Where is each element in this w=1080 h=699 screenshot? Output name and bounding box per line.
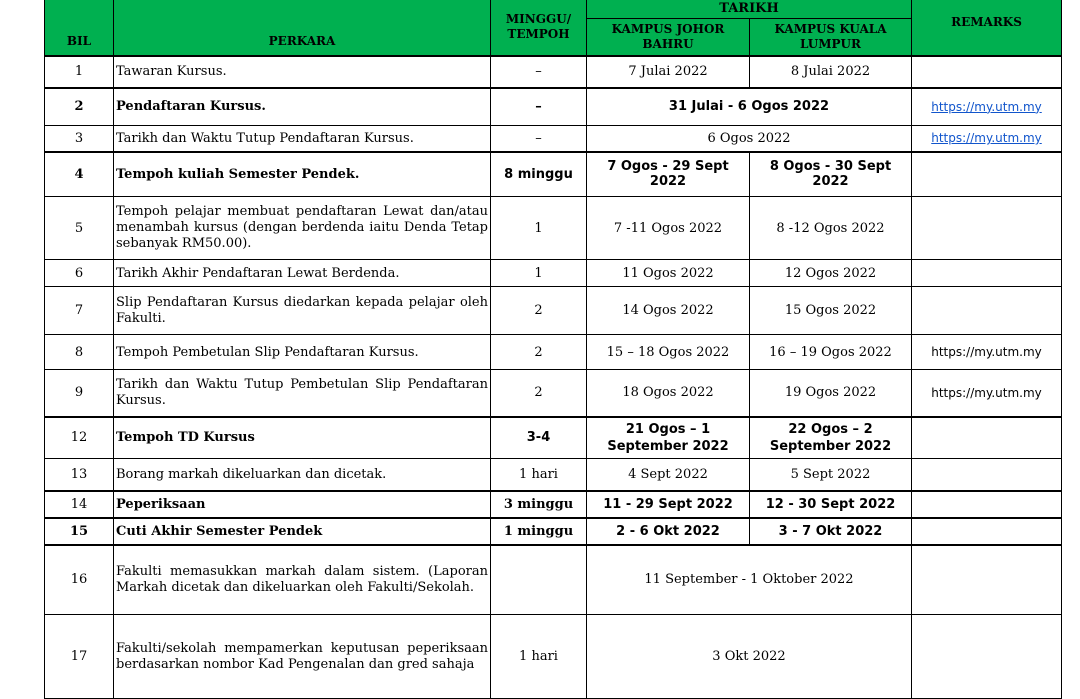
row-remarks <box>912 545 1062 615</box>
header-bil: BIL <box>45 0 114 56</box>
row-kampus-jb: 4 Sept 2022 <box>587 459 750 491</box>
row-kampus-jb: 21 Ogos – 1 September 2022 <box>587 417 750 459</box>
header-minggu: MINGGU/ TEMPOH <box>491 0 587 56</box>
row-bil: 1 <box>45 56 114 88</box>
row-remarks <box>912 152 1062 197</box>
remarks-link[interactable]: https://my.utm.my <box>912 126 1062 152</box>
row-minggu: 1 hari <box>491 459 587 491</box>
row-bil: 15 <box>45 518 114 545</box>
row-remarks: https://my.utm.my <box>912 370 1062 417</box>
row-remarks <box>912 459 1062 491</box>
row-perkara: Tempoh pelajar membuat pendaftaran Lewat dan/atau menambah kursus (dengan berdenda iaitu Denda Tetap sebanyak RM50.00). <box>114 197 491 260</box>
row-perkara: Slip Pendaftaran Kursus diedarkan kepada pelajar oleh Fakulti. <box>114 287 491 335</box>
row-kampus-kl: 3 - 7 Okt 2022 <box>750 518 912 545</box>
row-kampus-kl: 8 Ogos - 30 Sept 2022 <box>750 152 912 197</box>
table-row <box>45 126 1062 152</box>
row-bil: 6 <box>45 260 114 287</box>
row-minggu: – <box>491 88 587 126</box>
row-kampus-kl: 8 Julai 2022 <box>750 56 912 88</box>
row-bil: 16 <box>45 545 114 615</box>
table-row <box>45 335 1062 370</box>
header-tarikh: TARIKH <box>587 0 912 19</box>
header-kampus-kl: KAMPUS KUALA LUMPUR <box>750 19 912 56</box>
row-bil: 17 <box>45 615 114 699</box>
row-perkara: Fakulti/sekolah mempamerkan keputusan peperiksaan berdasarkan nombor Kad Pengenalan dan gred sahaja <box>114 615 491 699</box>
row-perkara: Tempoh kuliah Semester Pendek. <box>114 152 491 197</box>
row-bil: 14 <box>45 491 114 518</box>
row-perkara: Tarikh dan Waktu Tutup Pembetulan Slip Pendaftaran Kursus. <box>114 370 491 417</box>
row-remarks: https://my.utm.my <box>912 335 1062 370</box>
row-kampus-kl: 22 Ogos – 2 September 2022 <box>750 417 912 459</box>
row-bil: 13 <box>45 459 114 491</box>
header-perkara: PERKARA <box>114 0 491 56</box>
row-kampus-jb: 14 Ogos 2022 <box>587 287 750 335</box>
row-kampus-kl: 16 – 19 Ogos 2022 <box>750 335 912 370</box>
row-perkara: Borang markah dikeluarkan dan dicetak. <box>114 459 491 491</box>
row-minggu: 1 hari <box>491 615 587 699</box>
table-row <box>45 56 1062 88</box>
row-minggu: 1 <box>491 197 587 260</box>
row-bil: 5 <box>45 197 114 260</box>
row-kampus-kl: 19 Ogos 2022 <box>750 370 912 417</box>
semester-calendar-table <box>44 0 1062 699</box>
table-row <box>45 197 1062 260</box>
table-row <box>45 518 1062 545</box>
table-row <box>45 545 1062 615</box>
row-remarks <box>912 56 1062 88</box>
remarks-link[interactable]: https://my.utm.my <box>912 88 1062 126</box>
row-kampus-kl: 5 Sept 2022 <box>750 459 912 491</box>
row-kampus-jb: 11 - 29 Sept 2022 <box>587 491 750 518</box>
table-row <box>45 417 1062 459</box>
table-row <box>45 615 1062 699</box>
row-tarikh: 11 September - 1 Oktober 2022 <box>587 545 912 615</box>
row-remarks <box>912 417 1062 459</box>
row-perkara: Fakulti memasukkan markah dalam sistem. (Laporan Markah dicetak dan dikeluarkan oleh Fakulti/Sekolah. <box>114 545 491 615</box>
row-tarikh: 31 Julai - 6 Ogos 2022 <box>587 88 912 126</box>
row-minggu <box>491 545 587 615</box>
row-bil: 9 <box>45 370 114 417</box>
row-bil: 8 <box>45 335 114 370</box>
table-row <box>45 459 1062 491</box>
row-bil: 7 <box>45 287 114 335</box>
row-kampus-jb: 7 Ogos - 29 Sept 2022 <box>587 152 750 197</box>
table-row <box>45 88 1062 126</box>
table-row <box>45 370 1062 417</box>
row-kampus-jb: 18 Ogos 2022 <box>587 370 750 417</box>
row-minggu: 3-4 <box>491 417 587 459</box>
row-remarks <box>912 615 1062 699</box>
table-row <box>45 152 1062 197</box>
row-perkara: Tempoh TD Kursus <box>114 417 491 459</box>
row-minggu: – <box>491 56 587 88</box>
row-bil: 12 <box>45 417 114 459</box>
row-remarks <box>912 197 1062 260</box>
row-kampus-jb: 7 Julai 2022 <box>587 56 750 88</box>
row-kampus-jb: 15 – 18 Ogos 2022 <box>587 335 750 370</box>
row-minggu: 3 minggu <box>491 491 587 518</box>
row-minggu: 1 <box>491 260 587 287</box>
row-remarks <box>912 260 1062 287</box>
row-bil: 3 <box>45 126 114 152</box>
row-minggu: 2 <box>491 287 587 335</box>
row-perkara: Cuti Akhir Semester Pendek <box>114 518 491 545</box>
row-kampus-kl: 12 - 30 Sept 2022 <box>750 491 912 518</box>
row-perkara: Pendaftaran Kursus. <box>114 88 491 126</box>
row-bil: 2 <box>45 88 114 126</box>
row-kampus-jb: 7 -11 Ogos 2022 <box>587 197 750 260</box>
row-bil: 4 <box>45 152 114 197</box>
row-tarikh: 3 Okt 2022 <box>587 615 912 699</box>
row-kampus-kl: 12 Ogos 2022 <box>750 260 912 287</box>
header-remarks: REMARKS <box>912 0 1062 56</box>
row-perkara: Tawaran Kursus. <box>114 56 491 88</box>
row-kampus-jb: 11 Ogos 2022 <box>587 260 750 287</box>
row-remarks <box>912 287 1062 335</box>
row-minggu: 1 minggu <box>491 518 587 545</box>
row-kampus-jb: 2 - 6 Okt 2022 <box>587 518 750 545</box>
table-row <box>45 491 1062 518</box>
row-kampus-kl: 8 -12 Ogos 2022 <box>750 197 912 260</box>
row-minggu: 2 <box>491 335 587 370</box>
table-row <box>45 287 1062 335</box>
row-minggu: – <box>491 126 587 152</box>
row-remarks <box>912 491 1062 518</box>
table-row <box>45 260 1062 287</box>
header-kampus-jb: KAMPUS JOHOR BAHRU <box>587 19 750 56</box>
row-minggu: 8 minggu <box>491 152 587 197</box>
row-perkara: Tarikh dan Waktu Tutup Pendaftaran Kursus. <box>114 126 491 152</box>
row-remarks <box>912 518 1062 545</box>
row-kampus-kl: 15 Ogos 2022 <box>750 287 912 335</box>
row-perkara: Tarikh Akhir Pendaftaran Lewat Berdenda. <box>114 260 491 287</box>
row-tarikh: 6 Ogos 2022 <box>587 126 912 152</box>
row-perkara: Tempoh Pembetulan Slip Pendaftaran Kursus. <box>114 335 491 370</box>
row-minggu: 2 <box>491 370 587 417</box>
row-perkara: Peperiksaan <box>114 491 491 518</box>
